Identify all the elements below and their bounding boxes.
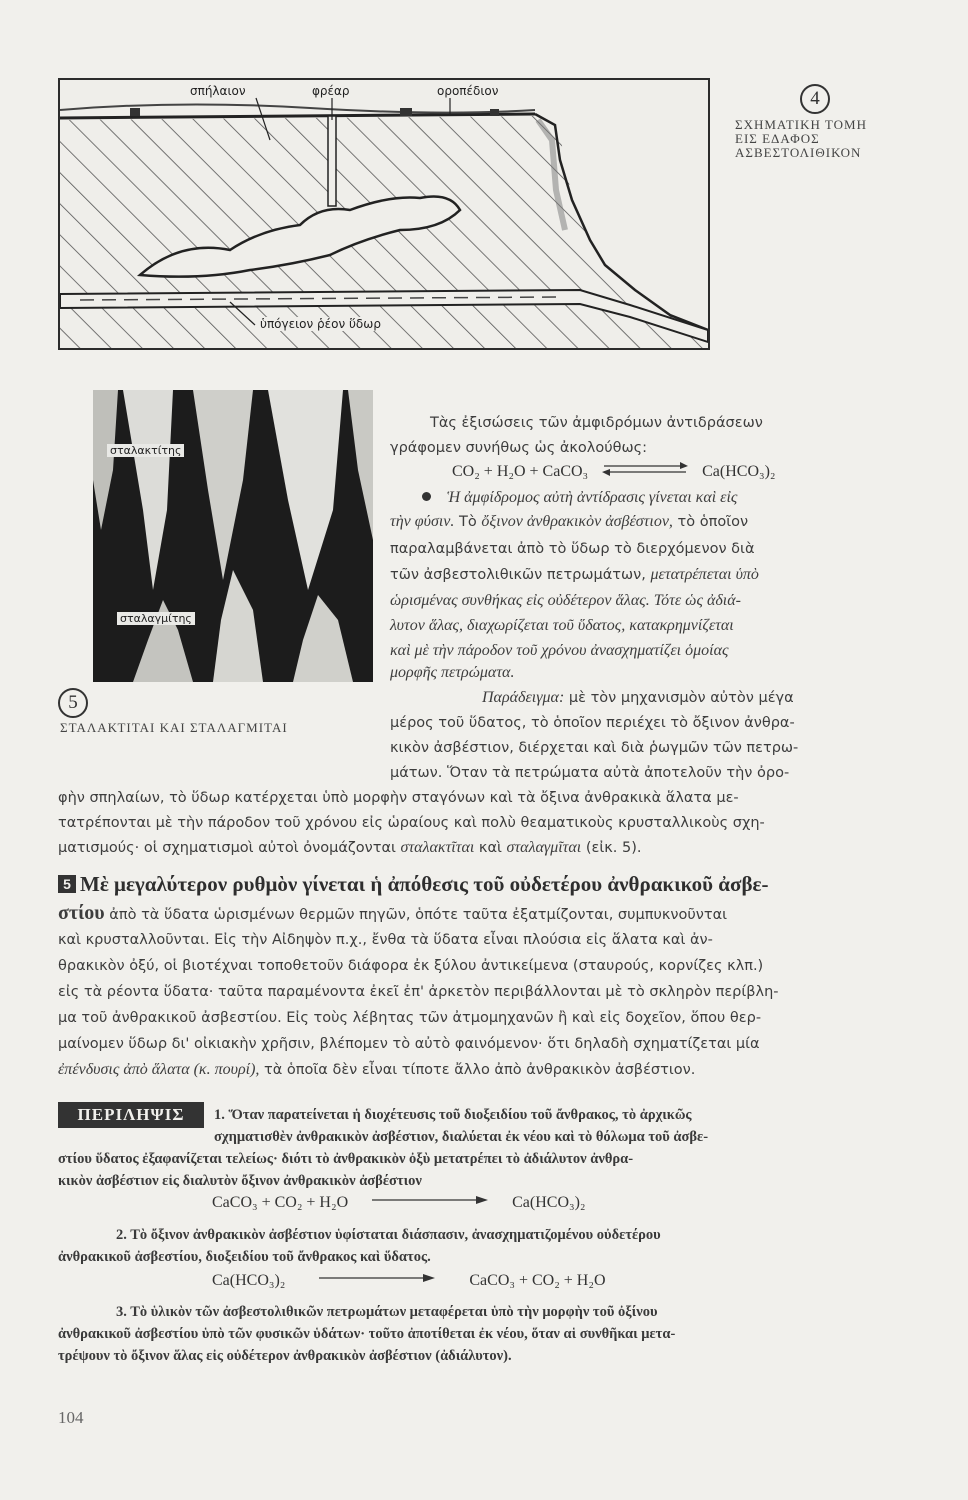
- summary-line: τρέψουν τὸ ὄξινον ἅλας εἰς οὐδέτερον ἀνθρακικὸν ἀσβέστιον (ἀδιάλυτον).: [58, 1348, 512, 1364]
- paragraph-line: φὴν σπηλαίων, τὸ ὕδωρ κατέρχεται ὑπὸ μορφὴν σταγόνων καὶ τὰ ὄξινα ἀνθρακικὰ ἅλατα με-: [58, 790, 739, 806]
- text: καὶ: [474, 840, 507, 856]
- arrow-right-icon: [370, 1194, 490, 1206]
- stalactites-drawing: [93, 390, 373, 682]
- paragraph-line: μάτων. Ὅταν τὰ πετρώματα αὐτὰ ἀποτελοῦν τὴν ὀρο-: [390, 765, 790, 781]
- paragraph-line: μαίνομεν ὕδωρ δι' οἰκιακὴν χρῆσιν, βλέπομεν τὸ αὐτὸ φαινόμενον· ὅτι δηλαδὴ σχηματίζεται μία: [58, 1036, 760, 1052]
- summary-line: σχηματισθὲν ἀνθρακικὸν ἀσβέστιον, διαλύεται ἐκ νέου καὶ τὸ θόλωμα τοῦ ἀσβε-: [214, 1129, 709, 1145]
- summary-line: 3. Τὸ ὑλικὸν τῶν ἀσβεστολιθικῶν πετρωμάτων μεταφέρεται ὑπὸ τὴν μορφὴν τοῦ ὀξίνου: [116, 1304, 658, 1320]
- section-number-badge: 5: [58, 875, 76, 893]
- italic-text: ὄξινον ἀνθρακικὸν ἀσβέστιον,: [481, 513, 673, 530]
- arrow-right-icon: [317, 1272, 437, 1284]
- paragraph-line: [58, 837, 642, 859]
- paragraph-line: θρακικὸν ὀξύ, οἱ βιοτέχναι τοποθετοῦν διάφορα ἐκ ξύλου ἀντικείμενα (σταυρούς, κορνίζες κλπ.): [58, 958, 764, 974]
- text: τῶν ἀσβεστολιθικῶν πετρωμάτων,: [390, 567, 651, 583]
- stalactites-photo: [93, 390, 373, 682]
- figure-4-caption-line: ΑΣΒΕΣΤΟΛΙΘΙΚΟΝ: [735, 145, 862, 160]
- equation-2-left: CaCO₃ + CO₂ + H₂O: [212, 1194, 349, 1211]
- equation-3-left: Ca(HCO₃)₂: [212, 1272, 286, 1289]
- summary-badge: ΠΕΡΙΛΗΨΙΣ: [58, 1102, 204, 1128]
- paragraph-line: τατρέπονται μὲ τὴν πάροδον τοῦ χρόνου εἰς ὡραίους καὶ πολὺ θεαματικοὺς κρυσταλλικοὺς σχη-: [58, 815, 765, 831]
- paragraph-line: [58, 902, 727, 926]
- summary-line: στίου ὕδατος ἐξαφανίζεται τελείως· διότι τὸ ἀνθρακικὸν ὀξὺ μετατρέπει τὸ ἀδιάλυτον ἀνθρα-: [58, 1151, 634, 1167]
- equation-1: [452, 461, 776, 481]
- summary-line: ἀνθρακικοῦ ἀσβεστίου, διοξειδίου τοῦ ἄνθρακος καὶ ὕδατος.: [58, 1249, 431, 1265]
- italic-text: Παράδειγμα:: [482, 689, 565, 706]
- paragraph-line: [482, 687, 794, 709]
- figure-4-caption-line: ΣΧΗΜΑΤΙΚΗ ΤΟΜΗ: [735, 117, 867, 132]
- figure-4-caption: [735, 118, 867, 160]
- paragraph-line: γράφομεν συνήθως ὡς ἀκολούθως:: [390, 440, 648, 456]
- section-heading-text: Μὲ μεγαλύτερον ρυθμὸν γίνεται ἡ ἀπόθεσις τοῦ οὐδετέρου ἀνθρακικοῦ ἀσβε-: [80, 872, 769, 896]
- text: (εἰκ. 5).: [581, 840, 642, 856]
- well-label: φρέαρ: [312, 84, 350, 98]
- summary-line: 2. Τὸ ὄξινον ἀνθρακικὸν ἀσβέστιον ὑφίσταται διάσπασιν, ἀνασχηματιζομένου οὐδετέρου: [116, 1227, 661, 1243]
- text: τὰ ὁποῖα δὲν εἶναι τίποτε ἄλλο ἀπὸ ἀνθρακικὸν ἀσβέστιον.: [259, 1062, 696, 1078]
- figure-4-number: 4: [800, 84, 830, 114]
- bold-text: στίου: [58, 902, 105, 924]
- italic-text: Ἡ ἀμφίδρομος αὐτὴ ἀντίδρασις γίνεται καὶ εἰς: [447, 489, 738, 506]
- text: ἀπὸ τὰ ὕδατα ὡρισμένων θερμῶν πηγῶν, ὁπότε ταῦτα ἐξατμίζονται, συμπυκνοῦνται: [104, 907, 728, 923]
- reversible-arrow-icon: [600, 461, 690, 477]
- paragraph-line: μορφῆς πετρώματα.: [390, 664, 515, 681]
- paragraph-line: λυτον ἅλας, διαχωρίζεται τοῦ ὕδατος, κατακρημνίζεται: [390, 617, 734, 634]
- italic-text: ἐπένδυσις ἀπὸ ἅλατα (κ. πουρί),: [58, 1061, 260, 1078]
- paragraph-line: ὡρισμένας συνθήκας εἰς οὐδέτερον ἅλας. Τότε ὡς ἀδιά-: [390, 592, 741, 609]
- text: τὸ ὁποῖον: [672, 514, 749, 530]
- figure-4-caption-line: ΕΙΣ ΕΔΑΦΟΣ: [735, 131, 820, 146]
- stalagmite-label: σταλαγμίτης: [117, 612, 195, 625]
- underground-stream-label: ὑπόγειον ῥέον ὕδωρ: [260, 317, 381, 331]
- paragraph-line: [390, 511, 748, 533]
- paragraph-line: εἰς τὰ ρέοντα ὕδατα· ταῦτα παραμένοντα ἐκεῖ ἐπ' ἀρκετὸν περιβάλλονται μὲ τὸ σκληρὸν περίβλη-: [58, 984, 779, 1000]
- equation-3-right: CaCO₃ + CO₂ + H₂O: [469, 1272, 606, 1289]
- paragraph-line: [390, 564, 759, 586]
- paragraph-line: Τὰς ἐξισώσεις τῶν ἀμφιδρόμων ἀντιδράσεων: [430, 415, 763, 431]
- bullet-icon: [422, 492, 431, 501]
- paragraph-line: κικὸν ἀσβέστιον, διέρχεται καὶ διὰ ῥωγμῶν τῶν πετρω-: [390, 740, 799, 756]
- text: Τὸ: [454, 514, 482, 530]
- limestone-cross-section-figure: [58, 78, 710, 350]
- cave-label: σπήλαιον: [190, 84, 246, 98]
- figure-5-caption: ΣΤΑΛΑΚΤΙΤΑΙ ΚΑΙ ΣΤΑΛΑΓΜΙΤΑΙ: [60, 720, 288, 735]
- page-number: 104: [58, 1408, 84, 1427]
- paragraph-line: μα τοῦ ἀνθρακικοῦ ἀσβεστίου. Εἰς τοὺς λέβητας τῶν ἀτμομηχανῶν ἢ καὶ εἰς δοχεῖον, ὅπου θερ-: [58, 1010, 762, 1026]
- paragraph-line: [422, 487, 737, 509]
- stalactite-label: σταλακτίτης: [107, 444, 184, 457]
- equation-1-left: CO₂ + H₂O + CaCO₃: [452, 463, 589, 480]
- paragraph-line: καὶ μὲ τὴν πάροδον τοῦ χρόνου ἀνασχηματίζει ὁμοίας: [390, 642, 729, 659]
- italic-text: σταλαγμῖται: [506, 839, 582, 856]
- paragraph-line: καὶ κρυσταλλοῦνται. Εἰς τὴν Αἰδηψὸν π.χ., ἔνθα τὰ ὕδατα εἶναι πλούσια εἰς ἅλατα καὶ ἀν-: [58, 932, 713, 948]
- equation-1-right: Ca(HCO₃)₂: [702, 463, 776, 480]
- paragraph-line: μέρος τοῦ ὕδατος, τὸ ὁποῖον περιέχει τὸ ὄξινον ἀνθρα-: [390, 715, 795, 731]
- text: ματισμούς· οἱ σχηματισμοὶ αὐτοὶ ὀνομάζονται: [58, 840, 401, 856]
- italic-text: σταλακτῖται: [400, 839, 475, 856]
- paragraph-line: [58, 1059, 695, 1081]
- equation-2-right: Ca(HCO₃)₂: [512, 1194, 586, 1211]
- paragraph-line: παραλαμβάνεται ἀπὸ τὸ ὕδωρ τὸ διερχόμενον διὰ: [390, 541, 755, 557]
- italic-text: μετατρέπεται ὑπὸ: [650, 566, 759, 583]
- cross-section-drawing: [60, 80, 708, 348]
- summary-line: κικὸν ἀσβέστιον εἰς διαλυτὸν ὄξινον ἀνθρακικὸν ἀσβέστιον: [58, 1173, 422, 1189]
- equation-3: [212, 1272, 606, 1290]
- plateau-label: οροπέδιον: [437, 84, 499, 98]
- text: μὲ τὸν μηχανισμὸν αὐτὸν μέγα: [564, 690, 794, 706]
- italic-text: τὴν φύσιν.: [390, 513, 455, 530]
- summary-line: 1. Ὅταν παρατείνεται ἡ διοχέτευσις τοῦ διοξειδίου τοῦ ἄνθρακος, τὸ ἀρχικῶς: [214, 1107, 692, 1123]
- section-5-heading: [58, 872, 768, 897]
- equation-2: [212, 1194, 586, 1212]
- figure-5-number: 5: [58, 688, 88, 718]
- summary-line: ἀνθρακικοῦ ἀσβεστίου ὑπὸ τῶν φυσικῶν ὑδάτων· τοῦτο ἀποτίθεται ἐκ νέου, ὅταν αἱ συνθῆκαι μετα-: [58, 1326, 676, 1342]
